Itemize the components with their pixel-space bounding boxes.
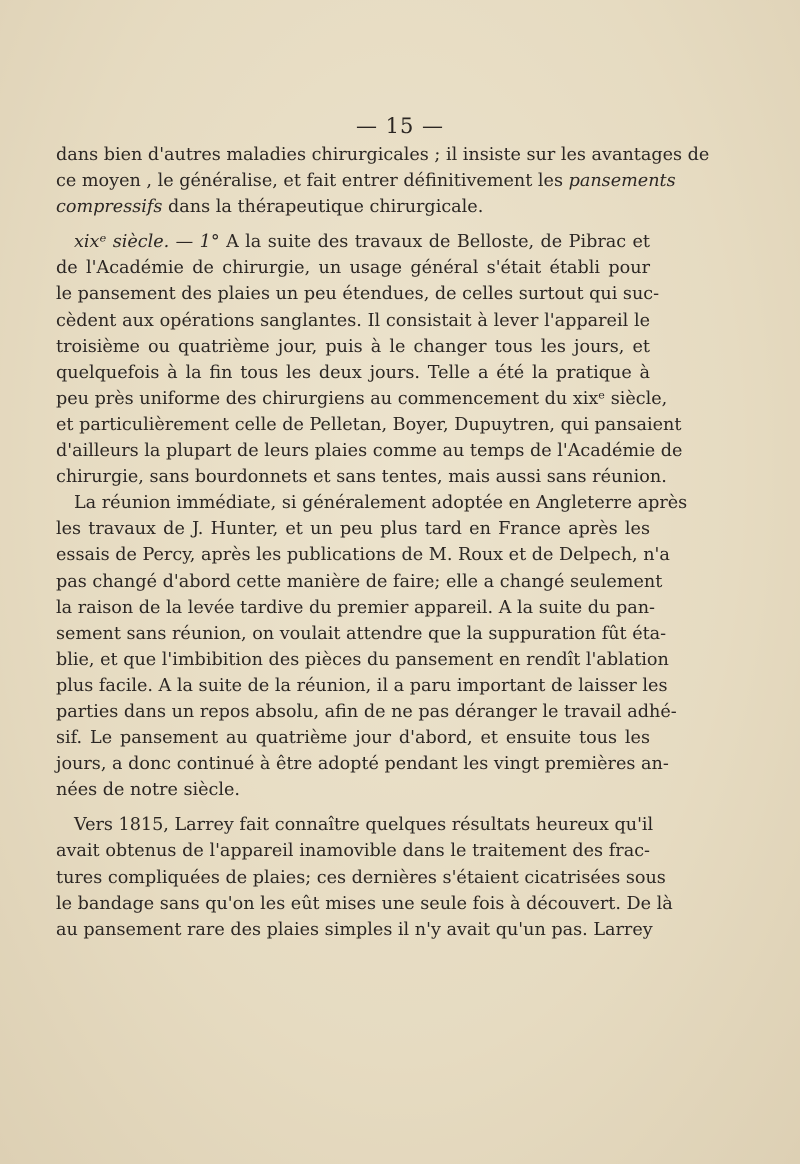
text-line: blie, et que l'imbibition des pièces du pansement en rendît l'ablation: [56, 649, 669, 670]
page-body: [56, 142, 710, 943]
text-line: chirurgie, sans bourdonnets et sans tentes, mais aussi sans réunion.: [56, 467, 667, 488]
text-line: sif. Le pansement au quatrième jour d'abord, et ensuite tous les: [56, 728, 650, 749]
text-line: dans bien d'autres maladies chirurgicales ; il insiste sur les avantages de: [56, 145, 710, 165]
text-line: peu près uniforme des chirurgiens au commencement du xixᵉ siècle,: [56, 388, 668, 409]
text-line: [56, 168, 676, 194]
text-line: [56, 229, 650, 255]
text-line: parties dans un repos absolu, afin de ne pas déranger le travail adhé-: [56, 701, 677, 722]
text-line: essais de Percy, après les publications de M. Roux et de Delpech, n'a: [56, 545, 670, 566]
text-line: Vers 1815, Larrey fait connaître quelques résultats heureux qu'il: [74, 815, 654, 836]
text-line: le pansement des plaies un peu étendues, de celles surtout qui suc-: [56, 284, 660, 305]
text-segment: A la suite des travaux de Belloste, de Pibrac et: [219, 232, 650, 253]
text-line: plus facile. A la suite de la réunion, il a paru important de laisser les: [56, 675, 668, 696]
text-line: au pansement rare des plaies simples il n'y avait qu'un pas. Larrey: [56, 919, 653, 940]
text-line: tures compliquées de plaies; ces dernières s'étaient cicatrisées sous: [56, 867, 666, 888]
text-line: jours, a donc continué à être adopté pendant les vingt premières an-: [56, 754, 669, 775]
text-line: pas changé d'abord cette manière de faire; elle a changé seulement: [56, 571, 663, 592]
text-line: avait obtenus de l'appareil inamovible dans le traitement des frac-: [56, 841, 650, 862]
text-line: et particulièrement celle de Pelletan, Boyer, Dupuytren, qui pansaient: [56, 414, 682, 435]
text-line: la raison de la levée tardive du premier appareil. A la suite du pan-: [56, 597, 655, 618]
text-line: [56, 194, 650, 220]
text-line: La réunion immédiate, si généralement adoptée en Angleterre après: [74, 493, 688, 514]
text-line: de l'Académie de chirurgie, un usage général s'était établi pour: [56, 258, 650, 279]
italic-term: pansements: [568, 171, 676, 192]
italic-term: compressifs: [56, 197, 163, 218]
text-line: troisième ou quatrième jour, puis à le changer tous les jours, et: [56, 336, 650, 357]
section-heading: xixᵉ siècle. — 1°: [74, 232, 220, 253]
text-line: les travaux de J. Hunter, et un peu plus tard en France après les: [56, 519, 650, 540]
text-segment: dans la thérapeutique chirurgicale.: [168, 197, 484, 218]
text-line: le bandage sans qu'on les eût mises une seule fois à découvert. De là: [56, 893, 673, 914]
text-line: quelquefois à la fin tous les deux jours. Telle a été la pratique à: [56, 362, 650, 383]
text-line: d'ailleurs la plupart de leurs plaies comme au temps de l'Académie de: [56, 441, 683, 462]
text-line: sement sans réunion, on voulait attendre que la suppuration fût éta-: [56, 623, 667, 644]
text-line: nées de notre siècle.: [56, 780, 241, 801]
text-line: cèdent aux opérations sanglantes. Il consistait à lever l'appareil le: [56, 310, 650, 331]
text-segment: ce moyen , le généralise, et fait entrer définitivement les: [56, 171, 569, 192]
page-number: — 15 —: [355, 114, 445, 138]
